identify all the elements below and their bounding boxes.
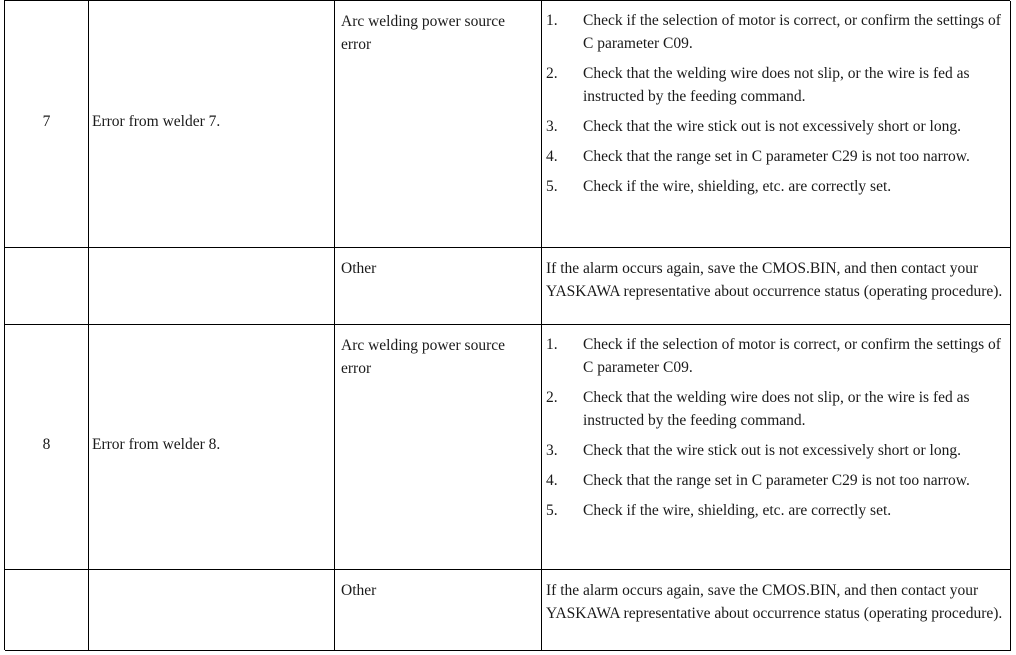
cause-cell — [335, 325, 542, 570]
step-text: Check if the selection of motor is correct, or confirm the settings of C parameter C09. — [583, 336, 1001, 376]
remedy-step — [546, 145, 1006, 168]
remedy-step — [546, 62, 1006, 108]
alarm-number: 8 — [42, 436, 51, 453]
remedy-cell — [542, 325, 1011, 570]
empty-description-cell — [89, 248, 335, 325]
step-text: Check that the range set in C parameter C29 is not too narrow. — [583, 148, 970, 165]
cause-text: Arc welding power source error — [341, 13, 505, 53]
other-remedy-cell — [542, 570, 1011, 651]
remedy-step — [546, 175, 1006, 198]
step-text: Check if the wire, shielding, etc. are correctly set. — [583, 178, 892, 195]
other-remedy-text: If the alarm occurs again, save the CMOS.BIN, and then contact your YASKAWA representative about occurrence status (operating procedure). — [546, 582, 1003, 622]
alarm-number-cell — [5, 1, 89, 248]
other-cause-text: Other — [341, 582, 377, 599]
other-cause-cell — [335, 248, 542, 325]
remedy-step — [546, 386, 1006, 432]
alarm-remedy-table — [4, 0, 1010, 650]
step-number: 5. — [546, 502, 558, 519]
alarm-description: Error from welder 8. — [92, 436, 221, 453]
step-number: 5. — [546, 178, 558, 195]
step-number: 1. — [546, 336, 558, 353]
empty-number-cell — [5, 570, 89, 651]
other-cause-text: Other — [341, 260, 377, 277]
step-number: 2. — [546, 389, 558, 406]
cause-text: Arc welding power source error — [341, 337, 505, 377]
step-text: Check that the welding wire does not slip, or the wire is fed as instructed by the feeding command. — [583, 389, 970, 429]
empty-number-cell — [5, 248, 89, 325]
step-text: Check that the wire stick out is not excessively short or long. — [583, 118, 961, 135]
remedy-step — [546, 439, 1006, 462]
empty-description-cell — [89, 570, 335, 651]
step-text: Check that the range set in C parameter C29 is not too narrow. — [583, 472, 970, 489]
other-remedy-cell — [542, 248, 1011, 325]
cause-cell — [335, 1, 542, 248]
alarm-description-cell — [89, 1, 335, 248]
step-number: 3. — [546, 118, 558, 135]
remedy-step — [546, 9, 1006, 55]
alarm-description-cell — [89, 325, 335, 570]
remedy-step — [546, 499, 1006, 522]
step-number: 4. — [546, 148, 558, 165]
remedy-step — [546, 333, 1006, 379]
step-number: 3. — [546, 442, 558, 459]
other-cause-cell — [335, 570, 542, 651]
alarm-number: 7 — [42, 113, 51, 130]
step-number: 1. — [546, 12, 558, 29]
step-text: Check if the selection of motor is correct, or confirm the settings of C parameter C09. — [583, 12, 1001, 52]
alarm-number-cell — [5, 325, 89, 570]
step-number: 2. — [546, 65, 558, 82]
remedy-step — [546, 115, 1006, 138]
alarm-description: Error from welder 7. — [92, 113, 221, 130]
other-remedy-text: If the alarm occurs again, save the CMOS.BIN, and then contact your YASKAWA representative about occurrence status (operating procedure). — [546, 260, 1003, 300]
step-number: 4. — [546, 472, 558, 489]
step-text: Check if the wire, shielding, etc. are correctly set. — [583, 502, 892, 519]
remedy-step — [546, 469, 1006, 492]
step-text: Check that the welding wire does not slip, or the wire is fed as instructed by the feeding command. — [583, 65, 970, 105]
step-text: Check that the wire stick out is not excessively short or long. — [583, 442, 961, 459]
remedy-cell — [542, 1, 1011, 248]
table-grid — [4, 0, 1010, 650]
